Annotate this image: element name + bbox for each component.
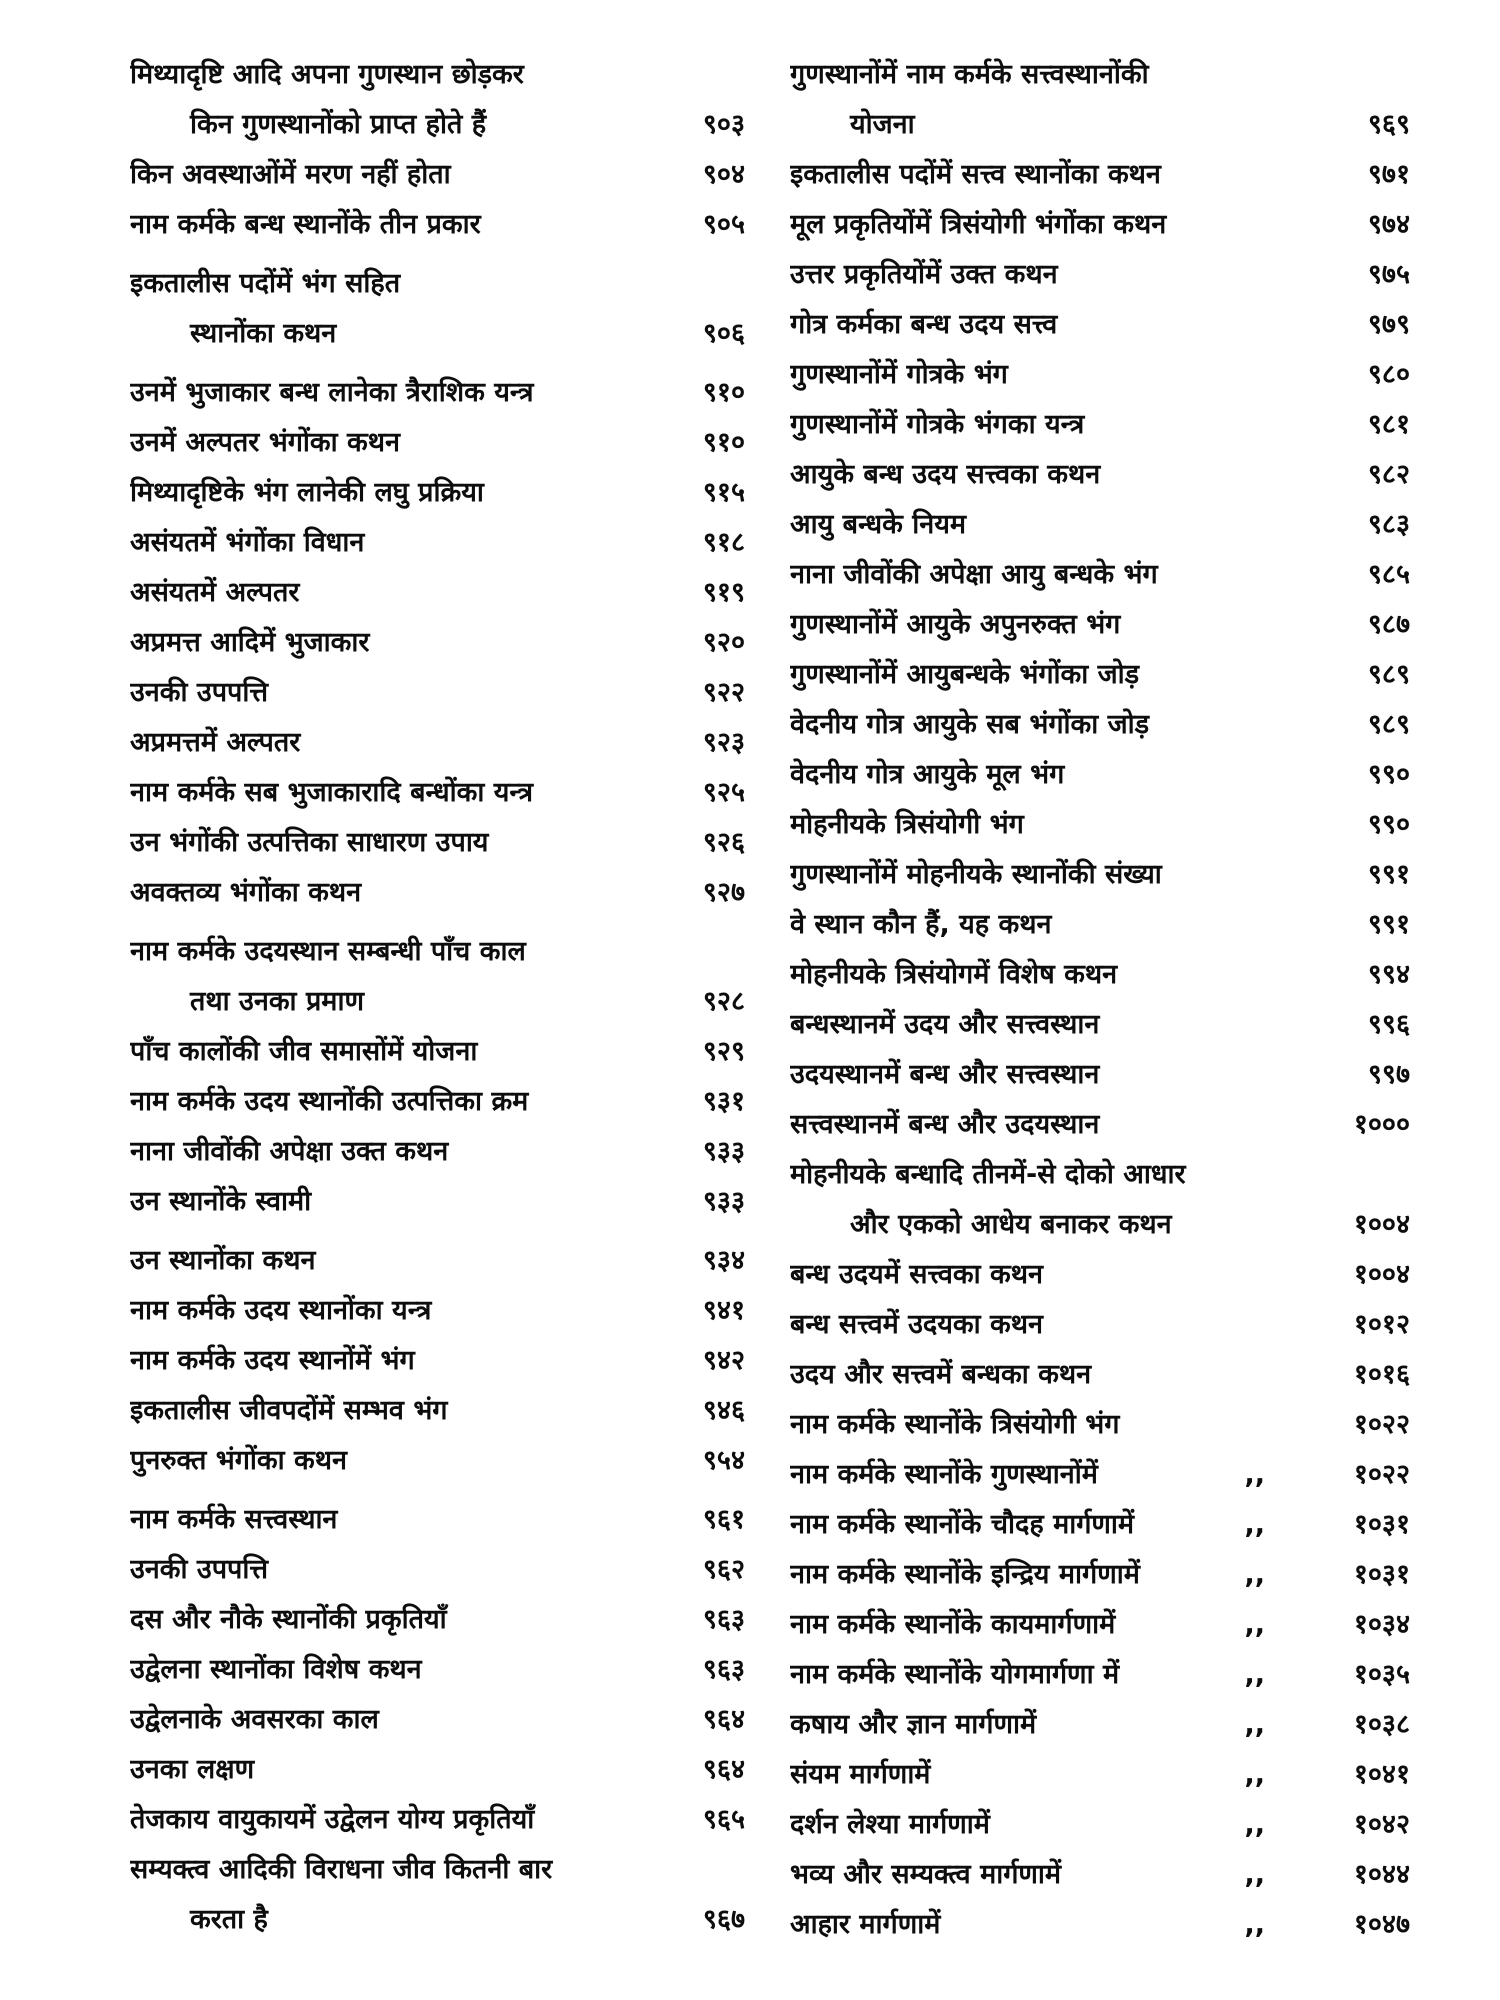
toc-page-number: ९६३ xyxy=(702,1654,745,1685)
toc-entry-title: इकतालीस पदोंमें भंग सहित xyxy=(130,268,401,299)
toc-entry xyxy=(130,618,745,668)
toc-entry xyxy=(130,1286,745,1336)
toc-page-number: १०४४ xyxy=(1353,1859,1410,1890)
toc-entry-title: बन्ध सत्त्वमें उदयका कथन xyxy=(790,1309,1044,1340)
toc-entry-title: उन भंगोंकी उत्पत्तिका साधारण उपाय xyxy=(130,827,489,858)
toc-entry-title: उनकी उपपत्ति xyxy=(130,677,269,708)
contents-column-left xyxy=(130,50,745,1945)
toc-entry xyxy=(130,1336,745,1386)
toc-entry-title: आयु बन्धके नियम xyxy=(790,509,967,540)
toc-ditto-mark: ,, xyxy=(1244,1909,1265,1940)
toc-entry xyxy=(130,718,745,768)
toc-page-number: ९१९ xyxy=(702,577,745,608)
toc-page-number: ९३३ xyxy=(702,1136,745,1167)
toc-entry-title: पाँच कालोंकी जीव समासोंमें योजना xyxy=(130,1036,478,1067)
toc-entry xyxy=(790,1150,1410,1250)
toc-entry xyxy=(130,1795,745,1845)
toc-entry-title: इकतालीस पदोंमें सत्त्व स्थानोंका कथन xyxy=(790,159,1161,190)
toc-page-number: ९९० xyxy=(1367,759,1410,790)
toc-page-number: ९५४ xyxy=(702,1445,745,1476)
toc-page-number: १०३५ xyxy=(1353,1659,1410,1690)
toc-page-number: १०४७ xyxy=(1353,1909,1410,1940)
toc-entry-title: उनका लक्षण xyxy=(130,1754,255,1785)
toc-page-number: १०२२ xyxy=(1353,1409,1410,1440)
contents-column-right xyxy=(790,50,1410,1950)
toc-entry xyxy=(130,1236,745,1286)
toc-entry xyxy=(790,500,1410,550)
toc-page-number: १०१६ xyxy=(1353,1359,1410,1390)
toc-entry-title: करता है xyxy=(190,1904,268,1935)
toc-page-number: ९८१ xyxy=(1367,409,1410,440)
toc-entry xyxy=(130,1695,745,1745)
toc-entry-title: असंयतमें भंगोंका विधान xyxy=(130,527,365,558)
toc-entry-title: अप्रमत्त आदिमें भुजाकार xyxy=(130,627,370,658)
toc-entry xyxy=(130,1495,745,1545)
toc-entry xyxy=(130,1077,745,1127)
toc-entry xyxy=(790,700,1410,750)
toc-page-number: ९१० xyxy=(702,427,745,458)
toc-entry-title: मिथ्यादृष्टिके भंग लानेकी लघु प्रक्रिया xyxy=(130,477,484,508)
toc-entry xyxy=(130,150,745,200)
toc-page-number: १०३८ xyxy=(1353,1709,1410,1740)
toc-entry-title: आयुके बन्ध उदय सत्त्वका कथन xyxy=(790,459,1101,490)
toc-entry-title: गुणस्थानोंमें गोत्रके भंगका यन्त्र xyxy=(790,409,1085,440)
toc-entry xyxy=(130,1645,745,1695)
toc-entry-title: अवक्तव्य भंगोंका कथन xyxy=(130,877,362,908)
toc-entry xyxy=(130,1177,745,1227)
toc-page-number: ९६३ xyxy=(702,1604,745,1635)
toc-entry xyxy=(790,650,1410,700)
toc-page-number: १०३१ xyxy=(1353,1559,1410,1590)
toc-entry xyxy=(130,1436,745,1486)
toc-ditto-mark: ,, xyxy=(1244,1509,1265,1540)
toc-entry xyxy=(790,1300,1410,1350)
toc-entry xyxy=(790,450,1410,500)
toc-page-number: ९०३ xyxy=(702,109,745,140)
toc-page-number: १००४ xyxy=(1353,1259,1410,1290)
toc-entry xyxy=(130,368,745,418)
toc-page-number: ९९१ xyxy=(1367,859,1410,890)
toc-entry xyxy=(130,1127,745,1177)
toc-entry-title: नाम कर्मके स्थानोंके चौदह मार्गणामें xyxy=(790,1509,1135,1540)
toc-entry xyxy=(130,927,745,1027)
toc-entry-title: उत्तर प्रकृतियोंमें उक्त कथन xyxy=(790,259,1058,290)
toc-entry-title: स्थानोंका कथन xyxy=(190,318,337,349)
toc-entry-title: उदयस्थानमें बन्ध और सत्त्वस्थान xyxy=(790,1059,1100,1090)
toc-ditto-mark: ,, xyxy=(1244,1709,1265,1740)
toc-entry xyxy=(130,1386,745,1436)
toc-entry-title: तथा उनका प्रमाण xyxy=(190,986,364,1017)
toc-entry xyxy=(790,200,1410,250)
toc-entry-title: उनमें भुजाकार बन्ध लानेका त्रैराशिक यन्त्र xyxy=(130,377,534,408)
toc-page-number: १०४१ xyxy=(1353,1759,1410,1790)
toc-page-number: ९६७ xyxy=(702,1904,745,1935)
toc-entry xyxy=(790,1500,1410,1550)
toc-page-number: १०१२ xyxy=(1353,1309,1410,1340)
toc-ditto-mark: ,, xyxy=(1244,1759,1265,1790)
toc-ditto-mark: ,, xyxy=(1244,1659,1265,1690)
toc-entry-title: गोत्र कर्मका बन्ध उदय सत्त्व xyxy=(790,309,1058,340)
toc-page-number: ९२९ xyxy=(702,1036,745,1067)
toc-entry-title: गुणस्थानोंमें आयुके अपुनरुक्त भंग xyxy=(790,609,1121,640)
toc-entry-title: और एकको आधेय बनाकर कथन xyxy=(850,1209,1172,1240)
toc-page-number: ९२५ xyxy=(702,777,745,808)
toc-page-number: ९८५ xyxy=(1367,559,1410,590)
toc-entry xyxy=(130,818,745,868)
toc-page-number: ९२७ xyxy=(702,877,745,908)
toc-entry-title: कषाय और ज्ञान मार्गणामें xyxy=(790,1709,1037,1740)
toc-entry xyxy=(790,1100,1410,1150)
toc-page-number: १०२२ xyxy=(1353,1459,1410,1490)
toc-page-number: १०३४ xyxy=(1353,1609,1410,1640)
toc-entry xyxy=(790,1450,1410,1500)
toc-entry-title: असंयतमें अल्पतर xyxy=(130,577,300,608)
toc-entry xyxy=(790,1800,1410,1850)
toc-entry-title: मोहनीयके त्रिसंयोगी भंग xyxy=(790,809,1024,840)
toc-ditto-mark: ,, xyxy=(1244,1559,1265,1590)
toc-entry-title: इकतालीस जीवपदोंमें सम्भव भंग xyxy=(130,1395,448,1426)
toc-entry xyxy=(790,150,1410,200)
toc-ditto-mark: ,, xyxy=(1244,1609,1265,1640)
toc-entry-title: मोहनीयके त्रिसंयोगमें विशेष कथन xyxy=(790,959,1118,990)
toc-page-number: ९२० xyxy=(702,627,745,658)
toc-entry xyxy=(130,418,745,468)
toc-page-number: ९९७ xyxy=(1367,1059,1410,1090)
toc-page-number: ९९६ xyxy=(1367,1009,1410,1040)
toc-entry-title: अप्रमत्तमें अल्पतर xyxy=(130,727,301,758)
toc-entry-title: संयम मार्गणामें xyxy=(790,1759,931,1790)
toc-entry-title: मिथ्यादृष्टि आदि अपना गुणस्थान छोड़कर xyxy=(130,59,524,90)
toc-page-number: ९६४ xyxy=(702,1704,745,1735)
toc-ditto-mark: ,, xyxy=(1244,1809,1265,1840)
toc-entry-title: पुनरुक्त भंगोंका कथन xyxy=(130,1445,348,1476)
toc-page-number: ९९४ xyxy=(1367,959,1410,990)
toc-entry xyxy=(790,1350,1410,1400)
toc-page-number: ९२२ xyxy=(702,677,745,708)
toc-entry-title: नाम कर्मके स्थानोंके त्रिसंयोगी भंग xyxy=(790,1409,1120,1440)
toc-entry xyxy=(130,1545,745,1595)
toc-entry xyxy=(790,1850,1410,1900)
toc-page-number: ९७९ xyxy=(1367,309,1410,340)
toc-page-number: ९२३ xyxy=(702,727,745,758)
toc-entry-title: बन्ध उदयमें सत्त्वका कथन xyxy=(790,1259,1044,1290)
toc-entry-title: सत्त्वस्थानमें बन्ध और उदयस्थान xyxy=(790,1109,1100,1140)
toc-page-number: ९६५ xyxy=(702,1804,745,1835)
toc-entry-title: नाम कर्मके उदय स्थानोंकी उत्पत्तिका क्रम xyxy=(130,1086,529,1117)
toc-page-number: ९४६ xyxy=(702,1395,745,1426)
toc-page-number: ९२८ xyxy=(702,986,745,1017)
toc-entry-title: नाम कर्मके बन्ध स्थानोंके तीन प्रकार xyxy=(130,209,481,240)
toc-page-number: ९४२ xyxy=(702,1345,745,1376)
toc-entry-title: दस और नौके स्थानोंकी प्रकृतियाँ xyxy=(130,1604,447,1635)
toc-page-number: ९१० xyxy=(702,377,745,408)
toc-entry-title: मूल प्रकृतियोंमें त्रिसंयोगी भंगोंका कथन xyxy=(790,209,1167,240)
toc-entry-title: नाना जीवोंकी अपेक्षा उक्त कथन xyxy=(130,1136,449,1167)
toc-entry xyxy=(790,400,1410,450)
toc-entry xyxy=(130,259,745,359)
toc-entry xyxy=(790,1000,1410,1050)
toc-entry-title: नाम कर्मके स्थानोंके इन्द्रिय मार्गणामें xyxy=(790,1559,1140,1590)
toc-entry xyxy=(790,50,1410,150)
toc-entry xyxy=(130,468,745,518)
toc-entry xyxy=(790,1750,1410,1800)
toc-ditto-mark: ,, xyxy=(1244,1459,1265,1490)
toc-entry xyxy=(790,850,1410,900)
toc-entry xyxy=(790,1250,1410,1300)
toc-entry xyxy=(790,1050,1410,1100)
toc-page-number: ९८९ xyxy=(1367,659,1410,690)
toc-entry xyxy=(790,950,1410,1000)
toc-page-number: ९७५ xyxy=(1367,259,1410,290)
toc-entry-title: नाम कर्मके उदय स्थानोंमें भंग xyxy=(130,1345,415,1376)
toc-entry xyxy=(790,350,1410,400)
toc-entry-title: गुणस्थानोंमें मोहनीयके स्थानोंकी संख्या xyxy=(790,859,1162,890)
toc-page-number: १०३१ xyxy=(1353,1509,1410,1540)
toc-page-number: ९७१ xyxy=(1367,159,1410,190)
toc-entry xyxy=(790,1900,1410,1950)
toc-entry-title: उन स्थानोंके स्वामी xyxy=(130,1186,312,1217)
toc-page-number: ९०६ xyxy=(702,318,745,349)
toc-entry xyxy=(790,1400,1410,1450)
toc-entry xyxy=(130,768,745,818)
toc-page-number: ९६२ xyxy=(702,1554,745,1585)
toc-entry xyxy=(790,250,1410,300)
toc-entry-title: नाम कर्मके सब भुजाकारादि बन्धोंका यन्त्र xyxy=(130,777,534,808)
toc-entry-title: तेजकाय वायुकायमें उद्वेलन योग्य प्रकृतियाँ xyxy=(130,1804,535,1835)
toc-entry-title: गुणस्थानोंमें गोत्रके भंग xyxy=(790,359,1008,390)
toc-entry-title: वेदनीय गोत्र आयुके मूल भंग xyxy=(790,759,1065,790)
toc-page-number: ९३३ xyxy=(702,1186,745,1217)
toc-page-number: ९८७ xyxy=(1367,609,1410,640)
toc-entry xyxy=(790,550,1410,600)
toc-entry-title: उद्वेलनाके अवसरका काल xyxy=(130,1704,379,1735)
toc-page-number: ९८२ xyxy=(1367,459,1410,490)
toc-entry-title: नाम कर्मके उदय स्थानोंका यन्त्र xyxy=(130,1295,432,1326)
toc-entry xyxy=(130,200,745,250)
toc-entry-title: उदय और सत्त्वमें बन्धका कथन xyxy=(790,1359,1092,1390)
toc-page-number: ९६९ xyxy=(1367,109,1410,140)
toc-page-number: ९०४ xyxy=(702,159,745,190)
toc-entry xyxy=(790,800,1410,850)
toc-entry xyxy=(130,1845,745,1945)
toc-entry-title: उन स्थानोंका कथन xyxy=(130,1245,316,1276)
toc-entry xyxy=(130,518,745,568)
toc-entry xyxy=(130,568,745,618)
toc-entry-title: सम्यक्त्व आदिकी विराधना जीव कितनी बार xyxy=(130,1854,553,1885)
toc-entry-title: बन्धस्थानमें उदय और सत्त्वस्थान xyxy=(790,1009,1100,1040)
toc-entry xyxy=(130,50,745,150)
toc-page-number: ९७४ xyxy=(1367,209,1410,240)
toc-entry-title: उनकी उपपत्ति xyxy=(130,1554,269,1585)
toc-entry-title: भव्य और सम्यक्त्व मार्गणामें xyxy=(790,1859,1062,1890)
toc-entry-title: किन अवस्थाओंमें मरण नहीं होता xyxy=(130,159,451,190)
toc-entry-title: किन गुणस्थानोंको प्राप्त होते हैं xyxy=(190,109,487,140)
toc-entry xyxy=(790,750,1410,800)
toc-page-number: ९३४ xyxy=(702,1245,745,1276)
toc-entry xyxy=(790,1650,1410,1700)
toc-entry xyxy=(790,300,1410,350)
toc-entry xyxy=(790,1600,1410,1650)
toc-page-number: ९६४ xyxy=(702,1754,745,1785)
toc-entry-title: योजना xyxy=(850,109,915,140)
toc-page-number: ९१८ xyxy=(702,527,745,558)
toc-entry-title: उद्वेलना स्थानोंका विशेष कथन xyxy=(130,1654,422,1685)
toc-entry xyxy=(790,900,1410,950)
toc-entry-title: उनमें अल्पतर भंगोंका कथन xyxy=(130,427,400,458)
toc-page-number: ९८० xyxy=(1367,359,1410,390)
toc-entry xyxy=(790,1550,1410,1600)
toc-page-number: ९४१ xyxy=(702,1295,745,1326)
toc-entry-title: मोहनीयके बन्धादि तीनमें-से दोको आधार xyxy=(790,1159,1186,1190)
toc-entry-title: आहार मार्गणामें xyxy=(790,1909,941,1940)
toc-entry-title: नाम कर्मके उदयस्थान सम्बन्धी पाँच काल xyxy=(130,936,526,967)
toc-page-number: ९८३ xyxy=(1367,509,1410,540)
toc-page-number: ९६१ xyxy=(702,1504,745,1535)
toc-entry-title: गुणस्थानोंमें आयुबन्धके भंगोंका जोड़ xyxy=(790,659,1140,690)
toc-ditto-mark: ,, xyxy=(1244,1859,1265,1890)
toc-page-number: १००० xyxy=(1353,1109,1410,1140)
toc-entry-title: नाम कर्मके स्थानोंके योगमार्गणा में xyxy=(790,1659,1120,1690)
toc-entry-title: नाना जीवोंकी अपेक्षा आयु बन्धके भंग xyxy=(790,559,1158,590)
toc-entry-title: नाम कर्मके स्थानोंके गुणस्थानोंमें xyxy=(790,1459,1098,1490)
toc-entry-title: वे स्थान कौन हैं, यह कथन xyxy=(790,909,1052,940)
toc-page-number: ९९० xyxy=(1367,809,1410,840)
toc-page-number: ९०५ xyxy=(702,209,745,240)
toc-entry xyxy=(130,1745,745,1795)
toc-page-number: ९१५ xyxy=(702,477,745,508)
toc-entry-title: नाम कर्मके स्थानोंके कायमार्गणामें xyxy=(790,1609,1116,1640)
toc-entry-title: वेदनीय गोत्र आयुके सब भंगोंका जोड़ xyxy=(790,709,1150,740)
toc-page-number: ९८९ xyxy=(1367,709,1410,740)
toc-page-number: ९९१ xyxy=(1367,909,1410,940)
toc-entry xyxy=(790,1700,1410,1750)
toc-entry xyxy=(130,1027,745,1077)
toc-entry-title: दर्शन लेश्या मार्गणामें xyxy=(790,1809,990,1840)
toc-entry-title: गुणस्थानोंमें नाम कर्मके सत्त्वस्थानोंकी xyxy=(790,59,1149,90)
toc-page-number: १०४२ xyxy=(1353,1809,1410,1840)
toc-entry-title: नाम कर्मके सत्त्वस्थान xyxy=(130,1504,338,1535)
toc-entry xyxy=(130,868,745,918)
toc-entry xyxy=(130,668,745,718)
toc-page-number: ९३१ xyxy=(702,1086,745,1117)
toc-page-number: ९२६ xyxy=(702,827,745,858)
toc-entry xyxy=(130,1595,745,1645)
toc-entry xyxy=(790,600,1410,650)
toc-page-number: १००४ xyxy=(1353,1209,1410,1240)
